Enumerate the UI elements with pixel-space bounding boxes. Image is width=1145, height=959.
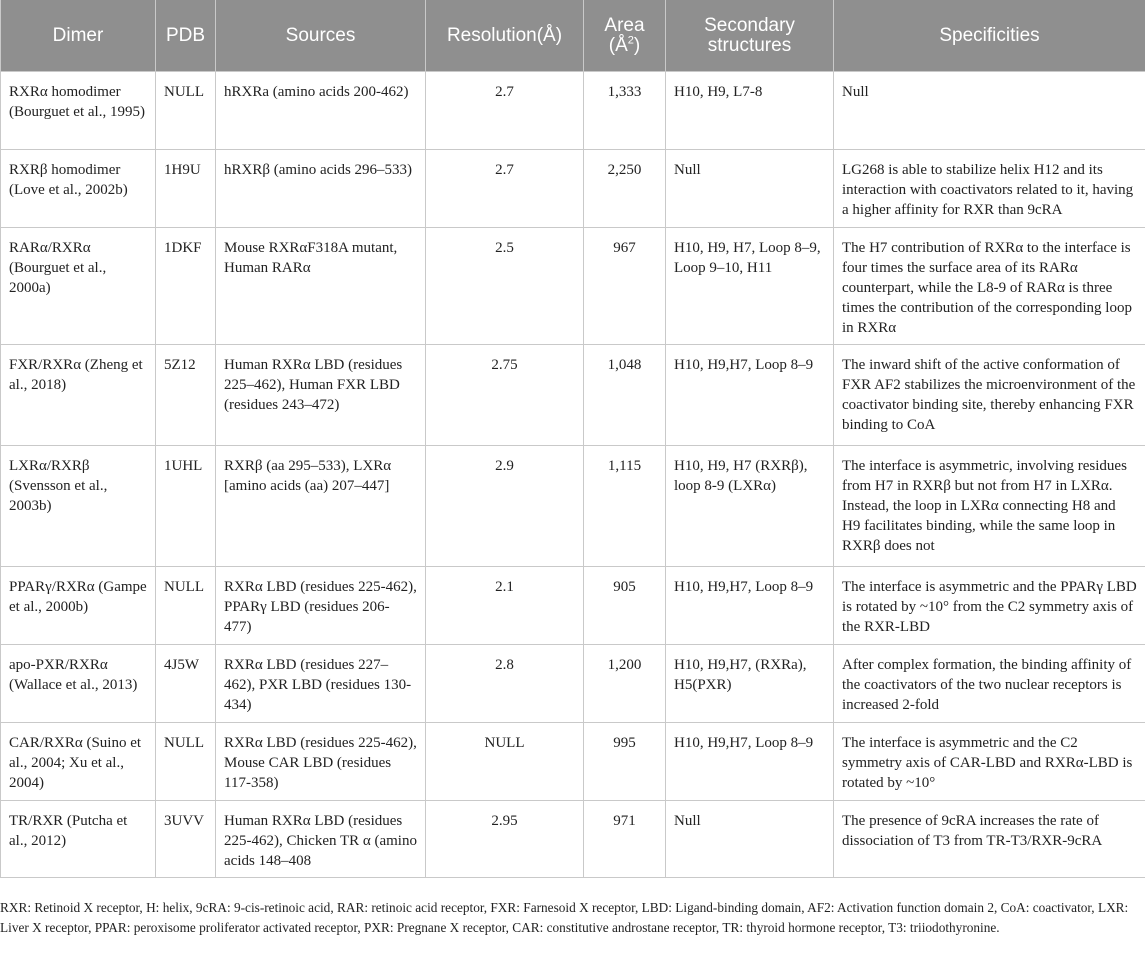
table-row <box>1 345 1145 446</box>
cell-pdb: 1H9U <box>156 150 216 228</box>
cell-resolution: NULL <box>426 723 584 801</box>
cell-pdb: NULL <box>156 72 216 150</box>
table-row <box>1 72 1145 150</box>
cell-sources: RXRα LBD (residues 225-462), Mouse CAR LBD (residues 117-358) <box>216 723 426 801</box>
cell-area: 1,333 <box>584 72 666 150</box>
header-area-label: Area <box>604 14 645 36</box>
cell-area: 905 <box>584 567 666 645</box>
cell-specificities: The interface is asymmetric, involving residues from H7 in RXRβ but not from H7 in LXRα. Instead, the loop in LXRα connecting H8 and H9 facilitates binding, while the same loop in RXRβ does not <box>834 446 1145 567</box>
cell-area: 1,200 <box>584 645 666 723</box>
cell-resolution: 2.95 <box>426 801 584 878</box>
cell-dimer: RARα/RXRα (Bourguet et al., 2000a) <box>1 228 156 345</box>
cell-dimer: TR/RXR (Putcha et al., 2012) <box>1 801 156 878</box>
header-dimer: Dimer <box>1 0 156 72</box>
header-row <box>1 0 1145 72</box>
cell-resolution: 2.5 <box>426 228 584 345</box>
cell-resolution: 2.8 <box>426 645 584 723</box>
cell-area: 995 <box>584 723 666 801</box>
cell-dimer: CAR/RXRα (Suino et al., 2004; Xu et al., 2004) <box>1 723 156 801</box>
table-row <box>1 801 1145 878</box>
cell-pdb: 3UVV <box>156 801 216 878</box>
table-row <box>1 150 1145 228</box>
table-row <box>1 446 1145 567</box>
cell-dimer: PPARγ/RXRα (Gampe et al., 2000b) <box>1 567 156 645</box>
cell-resolution: 2.1 <box>426 567 584 645</box>
cell-specificities: The interface is asymmetric and the PPARγ LBD is rotated by ~10° from the C2 symmetry axis of the RXR-LBD <box>834 567 1145 645</box>
cell-specificities: The H7 contribution of RXRα to the interface is four times the surface area of its RARα counterpart, while the L8-9 of RARα is three times the contribution of the corresponding loop in RXRα <box>834 228 1145 345</box>
cell-sources: RXRα LBD (residues 227–462), PXR LBD (residues 130-434) <box>216 645 426 723</box>
cell-resolution: 2.7 <box>426 72 584 150</box>
cell-sources: RXRα LBD (residues 225-462), PPARγ LBD (residues 206-477) <box>216 567 426 645</box>
table-row <box>1 645 1145 723</box>
header-area <box>584 0 666 72</box>
cell-specificities: After complex formation, the binding affinity of the coactivators of the two nuclear receptors is increased 2-fold <box>834 645 1145 723</box>
cell-secondary: Null <box>666 150 834 228</box>
cell-pdb: 5Z12 <box>156 345 216 446</box>
cell-sources: Human RXRα LBD (residues 225-462), Chicken TR α (amino acids 148–408 <box>216 801 426 878</box>
cell-sources: hRXRa (amino acids 200-462) <box>216 72 426 150</box>
cell-secondary: H10, H9,H7, (RXRa), H5(PXR) <box>666 645 834 723</box>
cell-sources: Mouse RXRαF318A mutant, Human RARα <box>216 228 426 345</box>
header-area-unit: $(Å^2)$ <box>608 34 641 56</box>
cell-secondary: H10, H9,H7, Loop 8–9 <box>666 567 834 645</box>
cell-pdb: 4J5W <box>156 645 216 723</box>
cell-secondary: H10, H9, H7 (RXRβ), loop 8-9 (LXRα) <box>666 446 834 567</box>
cell-area: 971 <box>584 801 666 878</box>
cell-specificities: Null <box>834 72 1145 150</box>
cell-specificities: The interface is asymmetric and the C2 symmetry axis of CAR-LBD and RXRα-LBD is rotated by ~10° <box>834 723 1145 801</box>
table-row <box>1 228 1145 345</box>
cell-secondary: Null <box>666 801 834 878</box>
header-secondary-structures: Secondary structures <box>666 0 834 72</box>
cell-secondary: H10, H9,H7, Loop 8–9 <box>666 345 834 446</box>
table-row <box>1 567 1145 645</box>
cell-sources: RXRβ (aa 295–533), LXRα [amino acids (aa) 207–447] <box>216 446 426 567</box>
header-pdb: PDB <box>156 0 216 72</box>
cell-dimer: RXRβ homodimer (Love et al., 2002b) <box>1 150 156 228</box>
cell-sources: Human RXRα LBD (residues 225–462), Human FXR LBD (residues 243–472) <box>216 345 426 446</box>
cell-pdb: 1UHL <box>156 446 216 567</box>
cell-secondary: H10, H9,H7, Loop 8–9 <box>666 723 834 801</box>
table-row <box>1 723 1145 801</box>
cell-pdb: NULL <box>156 567 216 645</box>
cell-dimer: apo-PXR/RXRα (Wallace et al., 2013) <box>1 645 156 723</box>
header-sources: Sources <box>216 0 426 72</box>
cell-secondary: H10, H9, L7-8 <box>666 72 834 150</box>
cell-area: 1,048 <box>584 345 666 446</box>
cell-resolution: 2.9 <box>426 446 584 567</box>
cell-area: 2,250 <box>584 150 666 228</box>
cell-secondary: H10, H9, H7, Loop 8–9, Loop 9–10, H11 <box>666 228 834 345</box>
table-footnote: RXR: Retinoid X receptor, H: helix, 9cRA: 9-cis-retinoic acid, RAR: retinoic acid receptor, FXR: Farnesoid X receptor, LBD: Ligand-binding domain, AF2: Activation function domain 2, CoA: coactivator, LXR: Liver X receptor, PPAR: peroxisome proliferator activated receptor, PXR: Pregnane X receptor, CAR: constitutive androstane receptor, TR: thyroid hormone receptor, T3: triiodothyronine. <box>0 900 1129 935</box>
cell-sources: hRXRβ (amino acids 296–533) <box>216 150 426 228</box>
cell-specificities: The presence of 9cRA increases the rate of dissociation of T3 from TR-T3/RXR-9cRA <box>834 801 1145 878</box>
header-specificities: Specificities <box>834 0 1145 72</box>
cell-resolution: 2.75 <box>426 345 584 446</box>
cell-dimer: FXR/RXRα (Zheng et al., 2018) <box>1 345 156 446</box>
cell-dimer: RXRα homodimer (Bourguet et al., 1995) <box>1 72 156 150</box>
cell-resolution: 2.7 <box>426 150 584 228</box>
cell-pdb: NULL <box>156 723 216 801</box>
cell-specificities: The inward shift of the active conformation of FXR AF2 stabilizes the microenvironment of the coactivator binding site, thereby enhancing FXR binding to CoA <box>834 345 1145 446</box>
cell-area: 967 <box>584 228 666 345</box>
header-resolution: Resolution(Å) <box>426 0 584 72</box>
cell-dimer: LXRα/RXRβ (Svensson et al., 2003b) <box>1 446 156 567</box>
cell-pdb: 1DKF <box>156 228 216 345</box>
cell-area: 1,115 <box>584 446 666 567</box>
cell-specificities: LG268 is able to stabilize helix H12 and its interaction with coactivators related to it, having a higher affinity for RXR than 9cRA <box>834 150 1145 228</box>
